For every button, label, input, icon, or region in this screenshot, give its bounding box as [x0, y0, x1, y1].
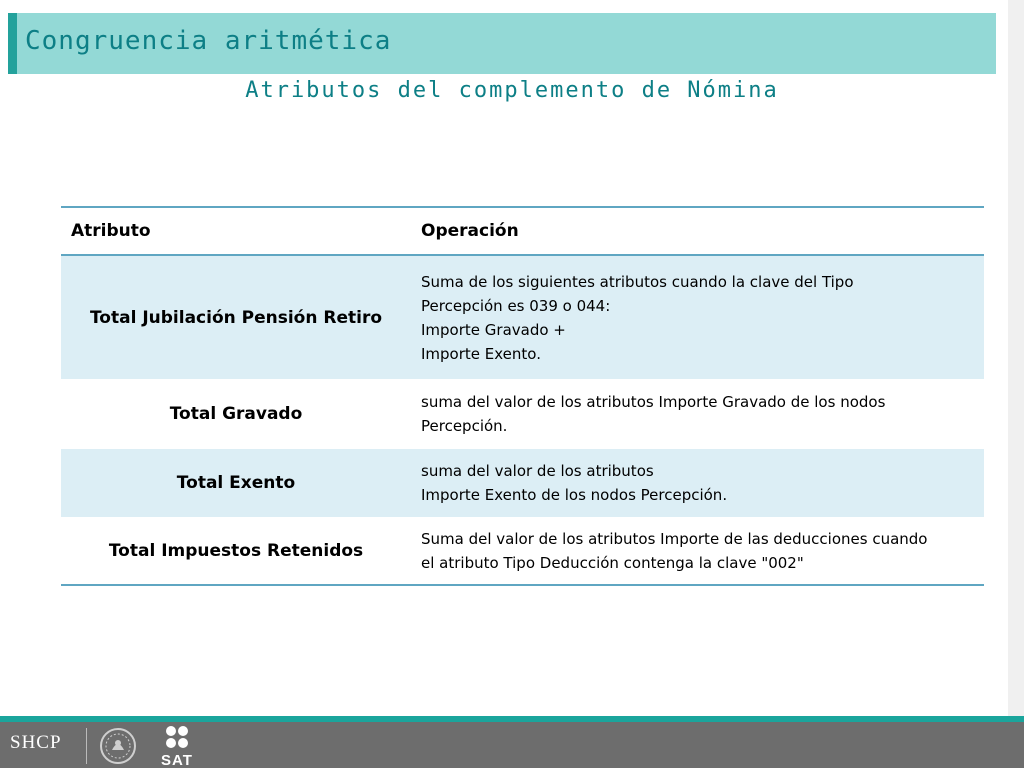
- table-row: [61, 449, 984, 517]
- operation-line: Importe Exento.: [421, 344, 541, 363]
- title-bar: [8, 13, 996, 74]
- table-row: [61, 517, 984, 585]
- logo-divider: [86, 728, 87, 764]
- operation-line: Importe Gravado +: [421, 320, 566, 339]
- operation-line: suma del valor de los atributos: [421, 462, 654, 480]
- table-row: [61, 255, 984, 379]
- header-atributo: Atributo: [61, 207, 411, 255]
- attribute-name: Total Jubilación Pensión Retiro: [61, 255, 411, 379]
- table-row: [61, 379, 984, 449]
- operation-line: Percepción.: [421, 417, 508, 435]
- title-accent: [8, 13, 17, 74]
- attribute-operation: [411, 517, 984, 585]
- slide-subtitle: Atributos del complemento de Nómina: [245, 78, 779, 103]
- operation-line: Importe Exento de los nodos Percepción.: [421, 486, 728, 504]
- operation-line: Percepción es 039 o 044:: [421, 296, 611, 315]
- shcp-logo: SHCP: [10, 732, 62, 753]
- slide-title: Congruencia aritmética: [25, 26, 392, 56]
- attribute-name: Total Impuestos Retenidos: [61, 517, 411, 585]
- operation-line: Suma de los siguientes atributos cuando la clave del Tipo: [421, 272, 854, 291]
- operation-line: suma del valor de los atributos Importe Gravado de los nodos: [421, 393, 886, 411]
- attribute-name: Total Exento: [61, 449, 411, 517]
- sat-label: SAT: [161, 752, 193, 768]
- footer-bar: [0, 722, 1024, 768]
- attributes-table: [61, 206, 984, 586]
- table-header-row: [61, 207, 984, 255]
- attribute-operation: [411, 255, 984, 379]
- sat-logo: [154, 724, 200, 768]
- attribute-operation: [411, 379, 984, 449]
- operation-line: Suma del valor de los atributos Importe de las deducciones cuando: [421, 529, 928, 548]
- header-operacion: Operación: [411, 207, 984, 255]
- sat-dots-icon: [154, 724, 200, 752]
- attribute-name: Total Gravado: [169, 404, 303, 424]
- right-edge-strip: [1008, 0, 1024, 716]
- attribute-operation: [411, 449, 984, 517]
- operation-line: el atributo Tipo Deducción contenga la clave "002": [421, 553, 804, 572]
- seal-icon: [98, 726, 138, 766]
